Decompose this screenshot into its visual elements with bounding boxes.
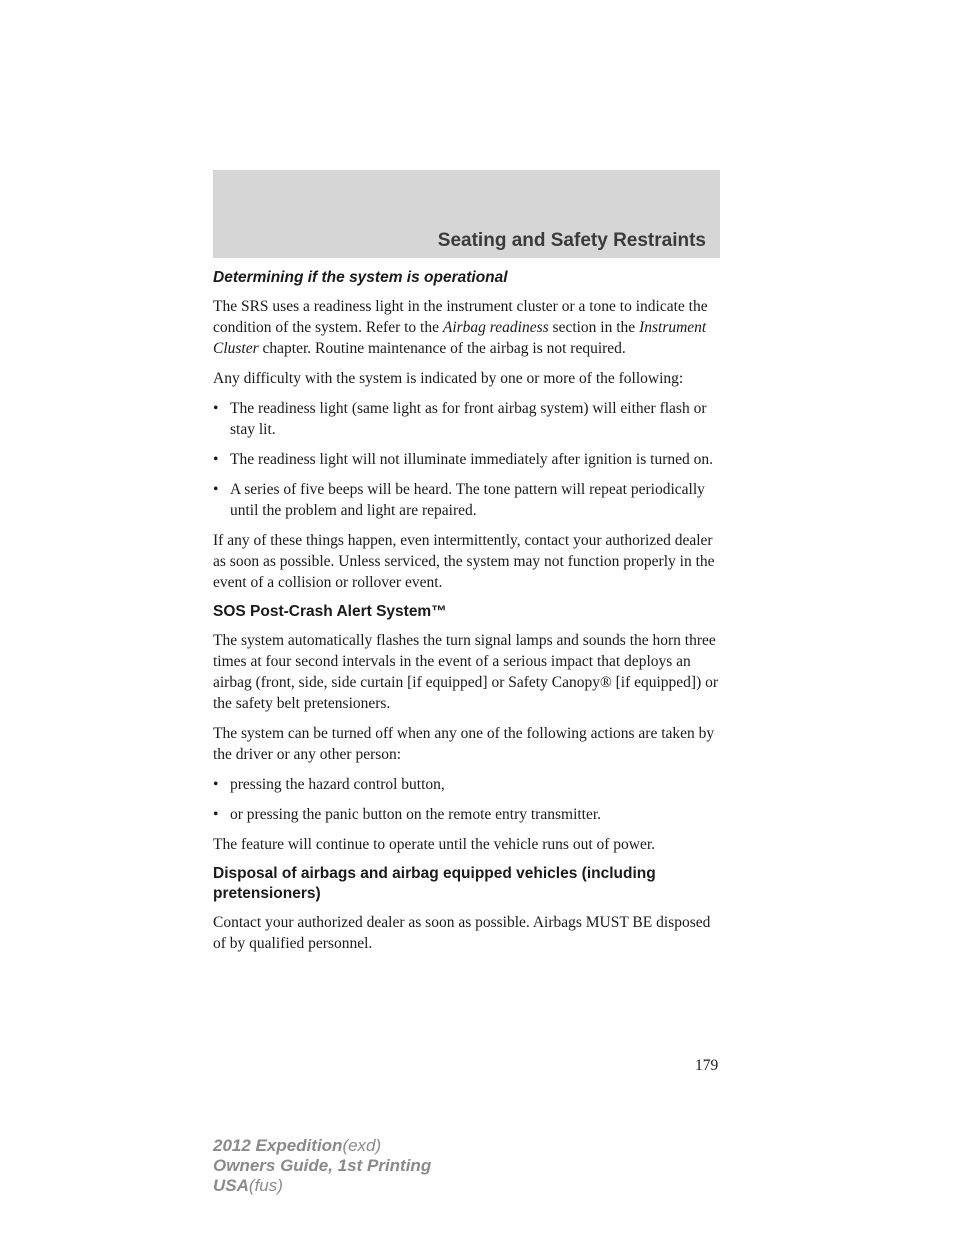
airbag-readiness-reference: Airbag readiness <box>442 319 549 336</box>
sos-turn-off-paragraph: The system can be turned off when any one of the following actions are taken by the driver or any other person: <box>213 725 715 763</box>
instrument-cluster-reference: Instrument Cluster <box>213 319 707 357</box>
page-content <box>213 268 723 963</box>
footer-edition-info: 2012 Expedition(exd) Owners Guide, 1st Printing USA(fus) <box>213 1136 432 1195</box>
list-item: • A series of five beeps will be heard. The tone pattern will repeat periodically until the problem and light are repaired. <box>213 481 705 519</box>
bullet-icon: • <box>213 451 219 468</box>
list-item: • The readiness light will not illuminate immediately after ignition is turned on. <box>213 451 713 468</box>
contact-dealer-paragraph: If any of these things happen, even intermittently, contact your authorized dealer as soon as possible. Unless serviced, the system may not function properly in the event of a collision or rollover event. <box>213 532 715 591</box>
chapter-header-band <box>213 170 720 258</box>
section-heading-operational: Determining if the system is operational <box>213 269 508 286</box>
chapter-title: Seating and Safety Restraints <box>437 230 706 251</box>
sos-power-paragraph: The feature will continue to operate until the vehicle runs out of power. <box>213 836 656 853</box>
page-number: 179 <box>695 1057 719 1074</box>
list-item: • The readiness light (same light as for front airbag system) will either flash or stay lit. <box>213 400 707 438</box>
disposal-paragraph: Contact your authorized dealer as soon as possible. Airbags MUST BE disposed of by qualified personnel. <box>213 914 711 952</box>
section-heading-disposal: Disposal of airbags and airbag equipped vehicles (including pretensioners) <box>213 865 656 902</box>
section-heading-sos: SOS Post-Crash Alert System™ <box>213 603 447 620</box>
sos-description-paragraph: The system automatically flashes the turn signal lamps and sounds the horn three times at four second intervals in the event of a serious impact that deploys an airbag (front, side, side curtain [if equipped] or Safety Canopy® [if equipped]) or the safety belt pretensioners. <box>213 632 719 712</box>
srs-readiness-paragraph: The SRS uses a readiness light in the instrument cluster or a tone to indicate the condition of the system. Refer to the Airbag readiness section in the Instrument Cluster chapter. Routine maintenance of the airbag is not required. <box>213 298 708 357</box>
bullet-icon: • <box>213 400 219 417</box>
difficulty-paragraph: Any difficulty with the system is indicated by one or more of the following: <box>213 370 684 387</box>
bullet-icon: • <box>213 481 219 498</box>
bullet-icon: • <box>213 776 219 793</box>
bullet-icon: • <box>213 806 219 823</box>
list-item: • pressing the hazard control button, <box>213 776 445 793</box>
list-item: • or pressing the panic button on the remote entry transmitter. <box>213 806 602 823</box>
